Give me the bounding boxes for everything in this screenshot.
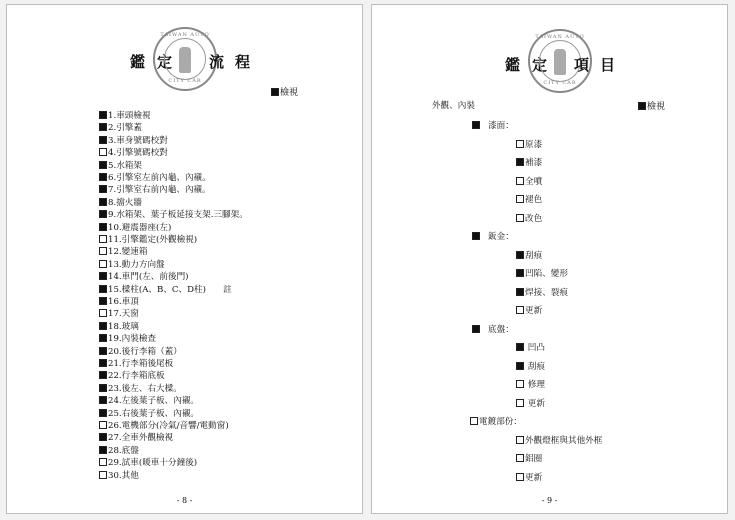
checked-box[interactable] — [99, 123, 107, 131]
legend — [638, 99, 665, 112]
checklist-item — [99, 196, 142, 208]
checklist-item — [516, 452, 542, 464]
item-label: 刮痕 — [525, 250, 543, 261]
item-label: 全噴 — [525, 176, 543, 187]
checklist-item — [472, 323, 514, 335]
checked-box[interactable] — [516, 251, 524, 259]
checked-box[interactable] — [516, 269, 524, 277]
page-number: - 8 - — [176, 496, 193, 505]
checklist-item — [99, 407, 199, 419]
title-char-2: 定 — [532, 56, 548, 74]
checklist-item — [99, 159, 142, 171]
title-char-1: 鑑 — [130, 53, 146, 71]
item-label: 更新 — [525, 472, 543, 483]
title-char-1: 鑑 — [505, 56, 521, 74]
checked-box[interactable] — [99, 285, 107, 293]
checked-box[interactable] — [99, 210, 107, 218]
item-label: 10.避震器座(左) — [108, 222, 172, 233]
item-label: 凹凸 — [525, 343, 545, 353]
legend-checked-box — [638, 102, 646, 110]
title-char-3: 項 — [574, 56, 590, 74]
item-label: 30.其他 — [108, 470, 139, 481]
checklist-item — [472, 230, 514, 242]
item-label: 28.底盤 — [108, 445, 139, 456]
item-label: 1.車頭檢視 — [108, 111, 151, 121]
checklist-item — [99, 258, 165, 270]
checklist-item — [99, 469, 139, 481]
item-label: 29.試車(暖車十分鐘後) — [108, 458, 198, 469]
item-label: 修理 — [525, 380, 545, 390]
checklist-item — [99, 394, 199, 406]
checked-box[interactable] — [99, 409, 107, 417]
checklist-item — [516, 341, 545, 353]
checklist-item — [99, 283, 232, 295]
checklist-item — [516, 193, 542, 205]
checked-box[interactable] — [99, 272, 107, 280]
checked-box[interactable] — [99, 433, 107, 441]
checklist-item — [99, 456, 197, 468]
unchecked-box[interactable] — [99, 247, 107, 255]
checklist-item — [99, 431, 173, 443]
checked-box[interactable] — [99, 446, 107, 454]
checklist-item — [516, 286, 568, 298]
unchecked-box[interactable] — [99, 260, 107, 268]
checked-box[interactable] — [99, 347, 107, 355]
checked-box[interactable] — [99, 384, 107, 392]
unchecked-box[interactable] — [516, 380, 524, 388]
item-label: 焊接、裂痕 — [525, 287, 568, 298]
item-label: 24.左後葉子板、內襯。 — [108, 396, 200, 407]
checklist-item — [516, 175, 542, 187]
legend-checked-box — [271, 88, 279, 96]
checked-box[interactable] — [99, 173, 107, 181]
item-label: 21.行李箱後尾板 — [108, 359, 174, 369]
unchecked-box[interactable] — [99, 309, 107, 317]
checklist-item — [99, 369, 165, 381]
item-label: 25.右後葉子板、內襯。 — [108, 408, 200, 419]
checked-box[interactable] — [472, 232, 480, 240]
item-label: 7.引擎室右前內龜、內襯。 — [108, 185, 211, 196]
item-label: 刮痕 — [525, 361, 545, 372]
item-label: 外觀燈框與其他外框 — [525, 435, 603, 446]
item-label: 17.天窗 — [108, 309, 139, 320]
unchecked-box[interactable] — [516, 140, 524, 148]
checklist-item — [99, 121, 142, 133]
section-header: 外觀、內裝 — [432, 101, 475, 111]
checklist-item — [516, 138, 542, 150]
unchecked-box[interactable] — [99, 148, 107, 156]
item-label: 3.車身號碼校對 — [108, 135, 168, 146]
checklist-item — [516, 378, 545, 390]
legend-label: 檢視 — [647, 102, 666, 112]
item-label: 6.引擎室左前內龜、內襯。 — [108, 173, 211, 183]
checklist-item — [99, 233, 197, 245]
unchecked-box[interactable] — [99, 471, 107, 479]
checklist-item — [516, 471, 542, 483]
checklist-item — [99, 270, 189, 282]
item-label: 5.水箱架 — [108, 160, 142, 171]
checked-box[interactable] — [99, 297, 107, 305]
checklist-item — [516, 360, 545, 372]
checklist-item — [99, 382, 182, 394]
checklist-item — [99, 146, 168, 158]
item-label: 漆面： — [488, 121, 514, 131]
item-label: 23.後左、右大樑。 — [108, 383, 182, 394]
checklist-item — [516, 212, 542, 224]
item-label: 8.擋火牆 — [108, 197, 142, 208]
unchecked-box[interactable] — [516, 195, 524, 203]
item-label: 15.樑柱(A、B、C、D柱) 註 — [108, 284, 232, 295]
checklist-item — [516, 397, 545, 409]
item-label: 更新 — [525, 398, 545, 409]
legend-label: 檢視 — [280, 88, 299, 98]
checklist-item — [99, 345, 182, 357]
right-page — [371, 4, 728, 514]
checked-box[interactable] — [99, 136, 107, 144]
checklist-item — [99, 183, 211, 195]
checklist-item — [516, 156, 542, 168]
item-label: 凹陷、變形 — [525, 269, 568, 279]
checklist-item — [99, 221, 171, 233]
unchecked-box[interactable] — [470, 417, 478, 425]
item-label: 19.內裝檢查 — [108, 334, 157, 345]
seal-emblem-icon: TAIWAN AUTO CITY CAR — [528, 29, 592, 93]
unchecked-box[interactable] — [516, 306, 524, 314]
checklist-item — [99, 444, 139, 456]
checklist-item — [99, 332, 156, 344]
checked-box[interactable] — [99, 396, 107, 404]
item-label: 更新 — [525, 306, 543, 316]
title-char-2: 定 — [157, 53, 173, 71]
checklist-item — [99, 419, 229, 431]
checklist-item — [516, 304, 542, 316]
item-label: 26.電機部分(冷氣/音響/電動窗) — [108, 421, 229, 431]
legend — [271, 85, 298, 98]
unchecked-box[interactable] — [516, 436, 524, 444]
item-label: 改色 — [525, 213, 543, 224]
checklist-item — [516, 434, 602, 446]
item-label: 14.車門(左、前後門) — [108, 272, 189, 283]
unchecked-box[interactable] — [516, 454, 524, 462]
item-label: 補漆 — [525, 158, 543, 168]
checked-box[interactable] — [99, 185, 107, 193]
checked-box[interactable] — [99, 359, 107, 367]
checked-box[interactable] — [99, 198, 107, 206]
item-label: 2.引擎蓋 — [108, 123, 142, 134]
checklist-item — [99, 320, 139, 332]
unchecked-box[interactable] — [99, 458, 107, 466]
checked-box[interactable] — [516, 158, 524, 166]
checked-box[interactable] — [472, 325, 480, 333]
checklist-item — [99, 134, 168, 146]
checklist-item — [99, 109, 151, 121]
checked-box[interactable] — [516, 288, 524, 296]
item-label: 27.全車外觀檢視 — [108, 433, 174, 444]
item-label: 鈑金： — [488, 232, 514, 242]
checklist-item — [99, 357, 173, 369]
item-label: 12.變速箱 — [108, 247, 148, 258]
checklist-item — [516, 267, 568, 279]
left-page — [6, 4, 363, 514]
item-label: 褪色 — [525, 195, 543, 205]
checked-box[interactable] — [516, 362, 524, 370]
item-label: 11.引擎鑑定(外觀檢視) — [108, 235, 198, 245]
item-label: 16.車頂 — [108, 297, 139, 307]
unchecked-box[interactable] — [99, 235, 107, 243]
item-label: 原漆 — [525, 139, 543, 150]
item-label: 18.玻璃 — [108, 321, 139, 332]
checked-box[interactable] — [472, 121, 480, 129]
checklist-item — [99, 307, 139, 319]
unchecked-box[interactable] — [516, 177, 524, 185]
checked-box[interactable] — [99, 223, 107, 231]
checklist-item — [99, 208, 248, 220]
item-label: 4.引擎號碼校對 — [108, 148, 168, 159]
title-char-4: 目 — [600, 56, 616, 74]
item-label: 底盤： — [488, 324, 514, 335]
page-number: - 9 - — [541, 496, 558, 505]
item-label: 13.動力方向盤 — [108, 259, 165, 270]
checklist-item — [99, 171, 211, 183]
item-label: 電鍍部份： — [479, 417, 522, 427]
unchecked-box[interactable] — [99, 421, 107, 429]
item-label: 20.後行李箱（蓋） — [108, 346, 182, 357]
item-label: 鋁圈 — [525, 454, 543, 464]
checklist-item — [99, 295, 139, 307]
checklist-item — [472, 119, 514, 131]
checked-box[interactable] — [99, 111, 107, 119]
checked-box[interactable] — [99, 334, 107, 342]
checklist-item — [516, 249, 542, 261]
title-char-3: 流 — [209, 53, 225, 71]
checked-box[interactable] — [516, 343, 524, 351]
item-label: 9.水箱架、葉子板延接支架.三腳架。 — [108, 210, 248, 221]
unchecked-box[interactable] — [516, 214, 524, 222]
item-label: 22.行李箱底板 — [108, 371, 165, 382]
title-char-4: 程 — [235, 53, 251, 71]
checked-box[interactable] — [99, 322, 107, 330]
unchecked-box[interactable] — [516, 473, 524, 481]
checklist-item — [99, 245, 147, 257]
unchecked-box[interactable] — [516, 399, 524, 407]
checklist-item — [470, 415, 522, 427]
checked-box[interactable] — [99, 161, 107, 169]
seal-emblem-icon: TAIWAN AUTO CITY CAR — [153, 27, 217, 91]
checked-box[interactable] — [99, 371, 107, 379]
